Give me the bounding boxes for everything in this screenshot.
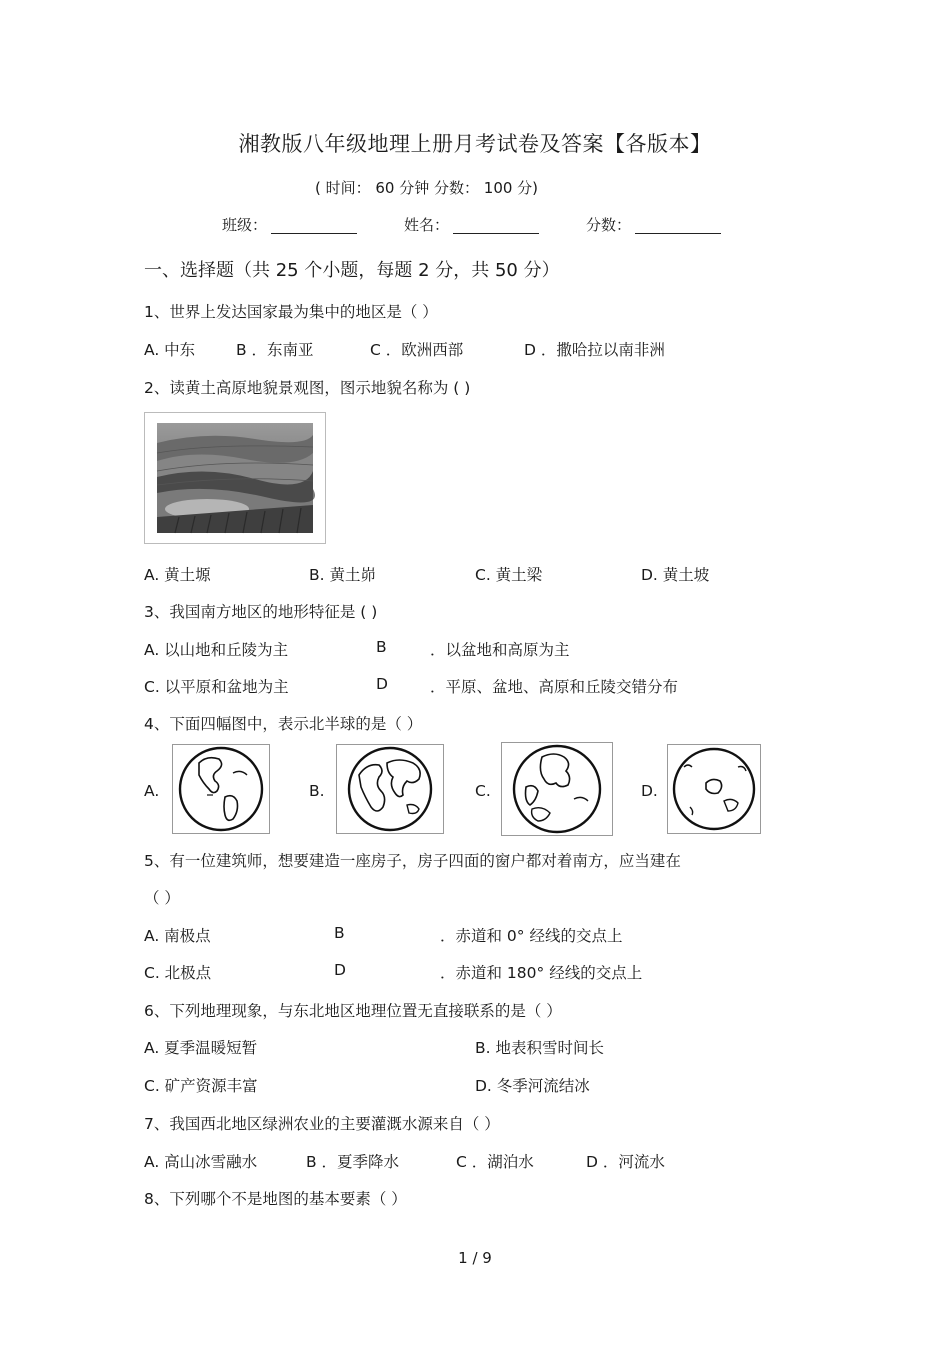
q6-option-b: B. 地表积雪时间长: [475, 1039, 604, 1057]
q5-option-d: ．赤道和 180° 经线的交点上: [440, 964, 643, 982]
globe-a: [172, 744, 270, 834]
q6-option-d: D. 冬季河流结冰: [475, 1077, 590, 1095]
q2-option-d: D. 黄土坡: [641, 566, 710, 584]
page-title: 湘教版八年级地理上册月考试卷及答案【各版本】: [238, 132, 712, 156]
q4-option-a: A.: [144, 782, 160, 800]
q7-option-c: C ．湖泊水: [456, 1153, 534, 1171]
q7-option-d: D ．河流水: [586, 1153, 665, 1171]
question-3: 3、我国南方地区的地形特征是 ( ): [144, 603, 378, 621]
question-4: 4、下面四幅图中，表示北半球的是（ ）: [144, 715, 423, 733]
q3-option-b-letter: B: [376, 638, 387, 656]
question-2: 2、读黄土高原地貌景观图，图示地貌名称为 ( ): [144, 379, 471, 397]
q3-option-c: C. 以平原和盆地为主: [144, 678, 289, 696]
globe-b: [336, 744, 444, 834]
globe-c: [501, 742, 613, 836]
name-field: [404, 214, 539, 235]
class-field: [222, 214, 357, 235]
q4-option-d: D.: [641, 782, 658, 800]
q3-option-b: ．以盆地和高原为主: [430, 641, 570, 659]
q1-option-a: A. 中东: [144, 341, 196, 359]
q4-option-b: B.: [309, 782, 325, 800]
loess-plateau-photo: [144, 412, 326, 544]
q5-option-d-letter: D: [334, 961, 346, 979]
page-number: 1 / 9: [458, 1249, 492, 1267]
q3-option-d: ．平原、盆地、高原和丘陵交错分布: [430, 678, 679, 696]
q5-option-b: ．赤道和 0° 经线的交点上: [440, 927, 623, 945]
question-8: 8、下列哪个不是地图的基本要素（ ）: [144, 1190, 407, 1208]
q2-option-a: A. 黄土塬: [144, 566, 211, 584]
question-6: 6、下列地理现象，与东北地区地理位置无直接联系的是（ ）: [144, 1002, 562, 1020]
name-label: 姓名：: [404, 216, 450, 234]
question-1: 1、世界上发达国家最为集中的地区是（ ）: [144, 303, 438, 321]
name-blank[interactable]: [453, 217, 539, 234]
q2-option-b: B. 黄土峁: [309, 566, 376, 584]
question-5-blank: （ ）: [144, 889, 180, 907]
section-heading: 一、选择题（共 25 个小题，每题 2 分，共 50 分）: [144, 260, 560, 281]
q3-option-a: A. 以山地和丘陵为主: [144, 641, 289, 659]
q4-option-c: C.: [475, 782, 491, 800]
q5-option-b-letter: B: [334, 924, 345, 942]
q1-option-d: D ．撒哈拉以南非洲: [524, 341, 665, 359]
q5-option-c: C. 北极点: [144, 964, 212, 982]
score-field: [586, 214, 721, 235]
q1-option-b: B ．东南亚: [236, 341, 314, 359]
q3-option-d-letter: D: [376, 675, 388, 693]
q1-option-c: C ．欧洲西部: [370, 341, 464, 359]
globe-d: [667, 744, 761, 834]
q7-option-b: B ．夏季降水: [306, 1153, 400, 1171]
exam-time-score: ( 时间： 60 分钟 分数： 100 分): [315, 179, 539, 197]
q2-option-c: C. 黄土梁: [475, 566, 543, 584]
score-blank[interactable]: [635, 217, 721, 234]
q5-option-a: A. 南极点: [144, 927, 211, 945]
question-5: 5、有一位建筑师，想要建造一座房子，房子四面的窗户都对着南方，应当建在: [144, 852, 681, 870]
q6-option-c: C. 矿产资源丰富: [144, 1077, 258, 1095]
q6-option-a: A. 夏季温暖短暂: [144, 1039, 258, 1057]
score-label: 分数：: [586, 216, 632, 234]
question-7: 7、我国西北地区绿洲农业的主要灌溉水源来自（ ）: [144, 1115, 500, 1133]
class-label: 班级：: [222, 216, 268, 234]
q7-option-a: A. 高山冰雪融水: [144, 1153, 258, 1171]
class-blank[interactable]: [271, 217, 357, 234]
